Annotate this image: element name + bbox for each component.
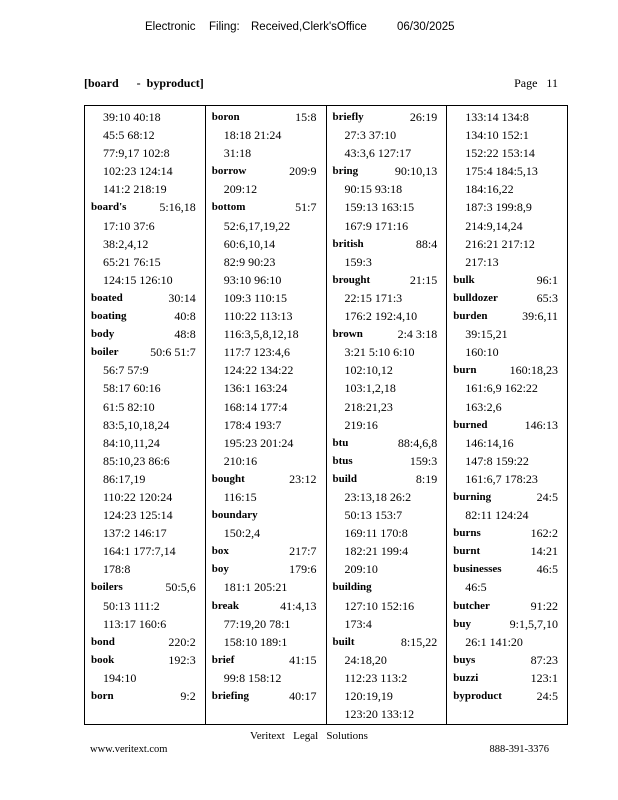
index-continuation: 22:15 171:3 <box>344 290 403 305</box>
index-word: burning <box>453 490 492 503</box>
index-continuation: 116:15 <box>223 489 257 504</box>
index-continuation: 181:1 205:21 <box>223 580 288 595</box>
index-continuation: 50:13 111:2 <box>103 598 160 613</box>
index-continuation: 31:18 <box>223 146 252 161</box>
index-word: brief <box>211 653 235 666</box>
index-continuation: 61:5 82:10 <box>103 399 155 414</box>
index-references: 88:4,6,8 <box>397 435 438 450</box>
index-continuation: 127:10 152:16 <box>344 598 415 613</box>
index-continuation: 195:23 201:24 <box>223 435 294 450</box>
index-continuation: 161:6,7 178:23 <box>465 471 538 486</box>
stamp-filing: Filing: <box>209 21 240 33</box>
index-word: board's <box>91 201 127 214</box>
index-word: bought <box>211 472 245 485</box>
index-continuation: 77:9,17 102:8 <box>103 146 170 161</box>
index-word: boated <box>91 291 123 304</box>
index-references: 162:2 <box>530 526 558 541</box>
index-continuation: 146:14,16 <box>465 435 514 450</box>
index-entry <box>85 289 205 307</box>
index-continuation: 175:4 184:5,13 <box>465 164 538 179</box>
index-entry <box>206 470 326 488</box>
index-word: buzzi <box>453 671 479 684</box>
index-references: 39:6,11 <box>522 309 558 324</box>
index-references: 160:18,23 <box>509 363 558 378</box>
index-references: 40:8 <box>174 309 196 324</box>
index-continuation: 27:3 37:10 <box>344 128 397 143</box>
index-continuation: 39:10 40:18 <box>103 110 161 124</box>
index-continuation: 60:6,10,14 <box>223 236 276 251</box>
index-entry <box>447 669 567 687</box>
index-references: 23:12 <box>289 471 317 486</box>
index-continuation: 117:7 123:4,6 <box>223 345 290 360</box>
index-references: 123:1 <box>530 670 558 685</box>
index-continuation: 158:10 189:1 <box>223 634 288 649</box>
index-continuation: 136:1 163:24 <box>223 381 288 396</box>
index-entry <box>447 560 567 578</box>
index-entry <box>85 578 205 596</box>
index-references: 8:15,22 <box>400 634 438 649</box>
stamp-received: Received,Clerk'sOffice <box>251 21 367 33</box>
index-continuation: 163:2,6 <box>465 399 502 414</box>
index-entry <box>447 361 567 379</box>
index-continuation: 194:10 <box>103 670 137 685</box>
index-continuation: 168:14 177:4 <box>223 399 288 414</box>
index-entry <box>447 488 567 506</box>
index-continuation: 182:21 199:4 <box>344 544 409 559</box>
index-continuation: 102:10,12 <box>344 363 393 378</box>
index-entry <box>447 651 567 669</box>
index-word: boundary <box>211 509 258 522</box>
index-word: burnt <box>453 545 481 558</box>
index-continuation: 110:22 113:13 <box>223 309 293 324</box>
index-entry <box>85 325 205 343</box>
index-entry <box>447 615 567 633</box>
index-references: 48:8 <box>174 327 196 342</box>
index-references: 96:1 <box>536 272 558 287</box>
index-continuation: 18:18 21:24 <box>223 128 282 143</box>
index-continuation: 45:5 68:12 <box>103 128 155 143</box>
index-entry <box>206 560 326 578</box>
index-references: 88:4 <box>415 236 438 251</box>
index-continuation: 93:10 96:10 <box>223 272 282 287</box>
index-entry <box>447 597 567 615</box>
index-references: 26:19 <box>409 110 438 124</box>
index-continuation: 216:21 217:12 <box>465 236 535 251</box>
index-continuation: 24:18,20 <box>344 652 387 667</box>
index-continuation: 218:21,23 <box>344 399 393 414</box>
index-word: boiler <box>91 346 119 359</box>
index-word: book <box>91 653 115 666</box>
index-word: burden <box>453 310 488 323</box>
index-continuation: 56:7 57:9 <box>103 363 149 378</box>
index-word: break <box>211 599 240 612</box>
index-range-header: [board - byproduct] <box>84 76 204 90</box>
index-references: 2:4 3:18 <box>397 327 438 342</box>
index-word: briefly <box>332 111 364 123</box>
index-word: briefing <box>211 690 250 702</box>
index-references: 24:5 <box>536 689 558 703</box>
index-word: born <box>91 690 114 702</box>
index-continuation: 137:2 146:17 <box>103 526 167 541</box>
index-entry <box>85 687 205 705</box>
index-continuation: 134:10 152:1 <box>465 128 529 143</box>
index-word: build <box>332 472 357 485</box>
index-continuation: 50:13 153:7 <box>344 508 403 523</box>
index-entry <box>447 542 567 560</box>
index-references: 9:2 <box>180 689 196 703</box>
index-continuation: 169:11 170:8 <box>344 526 408 541</box>
index-word: boy <box>211 563 229 576</box>
index-continuation: 176:2 192:4,10 <box>344 309 418 324</box>
index-word: burns <box>453 527 481 540</box>
index-continuation: 159:3 <box>344 254 372 269</box>
index-word: body <box>91 328 115 341</box>
index-references: 65:3 <box>536 290 558 305</box>
index-continuation: 184:16,22 <box>465 182 514 197</box>
index-references: 146:13 <box>524 417 558 432</box>
index-continuation: 123:20 133:12 <box>344 707 415 722</box>
footer-website: www.veritext.com <box>90 744 168 755</box>
index-references: 217:7 <box>289 544 317 559</box>
index-references: 41:15 <box>289 652 317 667</box>
index-references: 14:21 <box>530 544 558 559</box>
index-word: btu <box>332 436 349 449</box>
index-references: 30:14 <box>168 290 196 305</box>
index-references: 87:23 <box>530 652 558 667</box>
index-continuation: 90:15 93:18 <box>344 182 403 197</box>
index-entry <box>206 687 326 705</box>
index-references: 41:4,13 <box>280 598 317 613</box>
index-entry <box>447 271 567 289</box>
index-continuation: 160:10 <box>465 345 499 360</box>
index-continuation: 219:16 <box>344 417 378 432</box>
index-entry <box>85 633 205 651</box>
index-continuation: 150:2,4 <box>223 526 261 541</box>
index-continuation: 124:22 134:22 <box>223 363 294 378</box>
index-continuation: 159:13 163:15 <box>344 200 415 215</box>
index-continuation: 116:3,5,8,12,18 <box>223 327 299 342</box>
stamp-electronic: Electronic <box>145 21 196 33</box>
index-continuation: 23:13,18 26:2 <box>344 489 412 504</box>
index-continuation: 17:10 37:6 <box>103 218 155 233</box>
index-word: bond <box>91 635 115 648</box>
index-continuation: 39:15,21 <box>465 327 508 342</box>
index-continuation: 214:9,14,24 <box>465 218 523 233</box>
index-continuation: 82:9 90:23 <box>223 254 276 269</box>
index-word: boating <box>91 310 127 323</box>
index-continuation: 164:1 177:7,14 <box>103 544 176 559</box>
index-continuation: 112:23 113:2 <box>344 670 408 685</box>
index-entry <box>206 162 326 180</box>
footer-phone: 888-391-3376 <box>489 744 549 755</box>
index-continuation: 86:17,19 <box>103 471 146 486</box>
index-entry <box>206 198 326 216</box>
index-entry <box>447 289 567 307</box>
index-column <box>447 106 567 724</box>
index-continuation: 82:11 124:24 <box>465 508 529 523</box>
index-continuation: 109:3 110:15 <box>223 290 287 305</box>
index-references: 220:2 <box>168 634 196 649</box>
index-continuation: 161:6,9 162:22 <box>465 381 538 396</box>
index-continuation: 187:3 199:8,9 <box>465 200 532 215</box>
index-continuation: 43:3,6 127:17 <box>344 146 412 161</box>
index-entry <box>85 198 205 216</box>
index-references: 24:5 <box>536 489 558 504</box>
index-entry <box>206 651 326 669</box>
index-continuation: 38:2,4,12 <box>103 236 149 251</box>
index-entry <box>447 416 567 434</box>
index-continuation: 77:19,20 78:1 <box>223 616 291 631</box>
index-references: 21:15 <box>409 272 438 287</box>
index-entry <box>327 452 447 470</box>
index-continuation: 210:16 <box>223 453 258 468</box>
index-word: buys <box>453 653 476 666</box>
index-references: 51:7 <box>295 200 317 215</box>
index-references: 50:6 51:7 <box>150 345 196 360</box>
index-word: bring <box>332 165 359 178</box>
index-references: 15:8 <box>295 110 317 124</box>
index-continuation: 209:12 <box>223 182 258 197</box>
index-entry <box>327 162 447 180</box>
index-references: 46:5 <box>536 562 558 577</box>
index-word: box <box>211 545 229 558</box>
index-word: boilers <box>91 581 123 594</box>
index-continuation: 133:14 134:8 <box>465 110 529 124</box>
index-entry <box>206 506 326 524</box>
index-entry <box>327 325 447 343</box>
index-word: boron <box>211 111 240 123</box>
index-references: 5:16,18 <box>159 200 196 215</box>
index-continuation: 124:23 125:14 <box>103 508 173 523</box>
index-word: byproduct <box>453 690 502 702</box>
index-continuation: 124:15 126:10 <box>103 272 173 287</box>
index-continuation: 58:17 60:16 <box>103 381 161 396</box>
index-continuation: 120:19,19 <box>344 689 393 703</box>
index-references: 90:10,13 <box>394 164 438 179</box>
index-entry <box>447 307 567 325</box>
index-references: 50:5,6 <box>165 580 196 595</box>
index-entry <box>85 651 205 669</box>
index-entry <box>327 578 447 596</box>
index-continuation: 217:13 <box>465 254 499 269</box>
index-continuation: 65:21 76:15 <box>103 254 161 269</box>
index-entry <box>85 343 205 361</box>
index-word: burned <box>453 418 488 431</box>
index-continuation: 173:4 <box>344 616 372 631</box>
index-continuation: 85:10,23 86:6 <box>103 453 170 468</box>
index-continuation: 103:1,2,18 <box>344 381 396 396</box>
index-references: 8:19 <box>415 471 438 486</box>
index-word: british <box>332 237 364 250</box>
index-word: butcher <box>453 599 490 612</box>
index-entry <box>206 542 326 560</box>
index-continuation: 110:22 120:24 <box>103 489 173 504</box>
index-entry <box>327 271 447 289</box>
index-continuation: 209:10 <box>344 562 378 577</box>
index-word: btus <box>332 454 353 467</box>
index-entry <box>447 524 567 542</box>
index-continuation: 167:9 171:16 <box>344 218 409 233</box>
stamp-date: 06/30/2025 <box>397 21 455 33</box>
index-word: bulldozer <box>453 291 498 304</box>
footer-company: Veritext Legal Solutions <box>250 730 368 742</box>
index-continuation: 178:4 193:7 <box>223 417 282 432</box>
index-continuation: 102:23 124:14 <box>103 164 173 179</box>
index-continuation: 152:22 153:14 <box>465 146 535 161</box>
index-word: businesses <box>453 563 502 576</box>
index-column <box>206 106 327 724</box>
index-entry <box>327 235 447 253</box>
index-continuation: 113:17 160:6 <box>103 616 167 631</box>
index-entry <box>327 633 447 651</box>
index-word: brown <box>332 328 363 341</box>
index-entry <box>447 687 567 705</box>
index-word: bottom <box>211 201 246 214</box>
index-word: burn <box>453 364 477 377</box>
index-continuation: 83:5,10,18,24 <box>103 417 170 432</box>
index-entry <box>327 470 447 488</box>
index-continuation: 46:5 <box>465 580 487 595</box>
index-continuation: 178:8 <box>103 562 131 577</box>
index-word: buy <box>453 617 471 630</box>
index-entry <box>327 434 447 452</box>
index-entry <box>85 307 205 325</box>
index-references: 40:17 <box>289 689 317 703</box>
index-continuation: 3:21 5:10 6:10 <box>344 345 415 360</box>
index-column <box>85 106 206 724</box>
index-references: 159:3 <box>409 453 438 468</box>
index-continuation: 99:8 158:12 <box>223 670 282 685</box>
index-continuation: 26:1 141:20 <box>465 634 523 649</box>
index-word: bulk <box>453 273 475 286</box>
index-word: borrow <box>211 165 247 178</box>
index-word: built <box>332 635 355 648</box>
index-references: 179:6 <box>289 562 317 577</box>
word-index-table <box>84 105 568 725</box>
index-references: 9:1,5,7,10 <box>509 616 558 631</box>
index-continuation: 84:10,11,24 <box>103 435 160 450</box>
index-continuation: 141:2 218:19 <box>103 182 167 197</box>
index-entry <box>206 108 326 126</box>
index-word: building <box>332 581 372 594</box>
index-references: 192:3 <box>168 652 196 667</box>
index-entry <box>206 597 326 615</box>
index-references: 209:9 <box>289 164 317 179</box>
index-continuation: 52:6,17,19,22 <box>223 218 291 233</box>
index-continuation: 147:8 159:22 <box>465 453 529 468</box>
index-word: brought <box>332 273 371 286</box>
index-entry <box>327 108 447 126</box>
page-number: Page 11 <box>514 76 558 90</box>
index-references: 91:22 <box>530 598 558 613</box>
index-column <box>327 106 448 724</box>
